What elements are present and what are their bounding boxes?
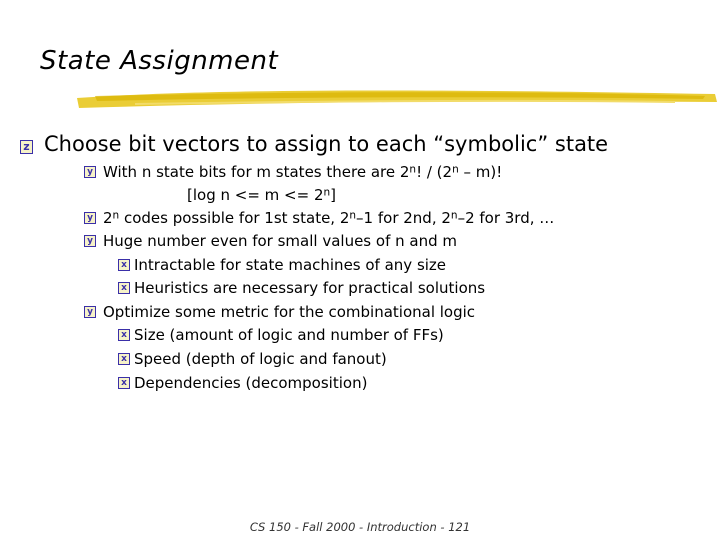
- bullet-y-icon: y: [84, 166, 96, 178]
- formula-text-mid: ! / (2: [416, 163, 453, 181]
- bound-text-pre: [log n <= m <= 2: [187, 186, 324, 204]
- bullet-codes-possible: [103, 209, 554, 227]
- title-underline-brush: [75, 84, 720, 114]
- codes-sup-3: n: [450, 209, 458, 222]
- codes-text-mid-1: codes possible for 1st state, 2: [119, 209, 350, 227]
- slide-title: State Assignment: [40, 46, 279, 76]
- log-bound-line: [187, 186, 336, 204]
- codes-sup-1: n: [112, 209, 120, 222]
- bullet-optimize-metric: Optimize some metric for the combinational logic: [103, 303, 476, 321]
- bound-sup: n: [323, 186, 331, 199]
- codes-sup-2: n: [349, 209, 357, 222]
- bullet-speed: Speed (depth of logic and fanout): [134, 350, 387, 368]
- bullet-x-icon: x: [118, 259, 130, 271]
- bullet-dependencies: Dependencies (decomposition): [134, 374, 368, 392]
- bullet-huge-number: Huge number even for small values of n and m: [103, 232, 457, 250]
- bullet-x-icon: x: [118, 282, 130, 294]
- slide-footer: CS 150 - Fall 2000 - Introduction - 121: [249, 520, 471, 534]
- codes-text-post: –2 for 3rd, …: [457, 209, 555, 227]
- formula-sup-2: n: [452, 163, 459, 176]
- formula-sup-1: n: [409, 163, 417, 176]
- bullet-x-icon: x: [118, 329, 130, 341]
- formula-text-post: – m)!: [458, 163, 503, 181]
- bullet-x-icon: x: [118, 377, 130, 389]
- codes-text-pre: 2: [103, 209, 113, 227]
- bullet-x-icon: x: [118, 353, 130, 365]
- bullet-heuristics: Heuristics are necessary for practical solutions: [134, 279, 486, 297]
- bullet-y-icon: y: [84, 212, 96, 224]
- bullet-size: Size (amount of logic and number of FFs): [134, 326, 444, 344]
- formula-text-pre: With n state bits for m states there are 2: [103, 163, 410, 181]
- bullet-intractable: Intractable for state machines of any size: [134, 256, 447, 274]
- bullet-choose-bit-vectors: Choose bit vectors to assign to each “symbolic” state: [44, 132, 609, 156]
- bullet-z-icon: z: [20, 140, 33, 154]
- bound-text-post: ]: [330, 186, 337, 204]
- codes-text-mid-2: –1 for 2nd, 2: [356, 209, 451, 227]
- bullet-state-bits-formula: [103, 163, 502, 181]
- bullet-y-icon: y: [84, 235, 96, 247]
- bullet-y-icon: y: [84, 306, 96, 318]
